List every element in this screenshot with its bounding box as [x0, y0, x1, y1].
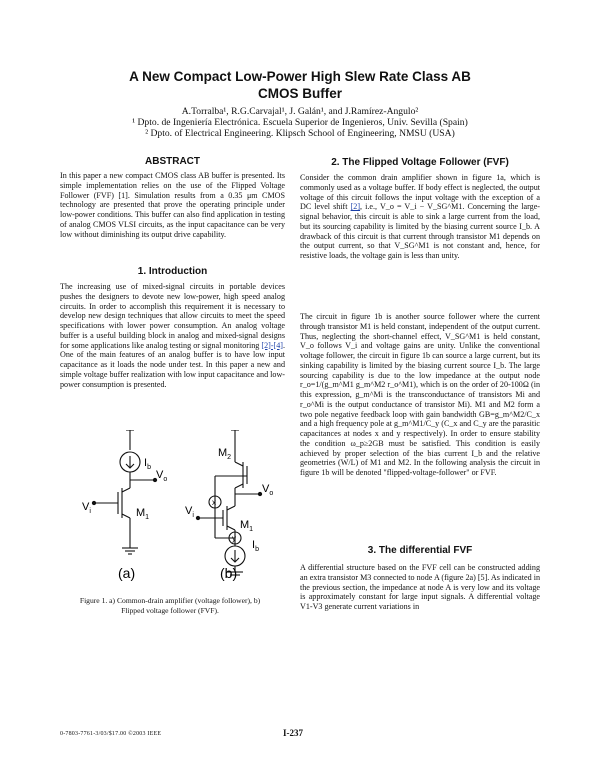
label-vi-a: $V_i$ — [82, 501, 91, 515]
label-a: (a) — [118, 565, 136, 581]
label-ib-b: $I_b$ — [252, 539, 259, 553]
section-2-para-2: The circuit in figure 1b is another source follower where the current through transistor M1 is held constant, independent of the output current. Thus, neglecting the short-channel effect, V_SG^M1 is held constant, V_o follows V_i and voltage gains are unity. Unlike the conventional voltage follower, the circuit in figure 1b can source a large current, but its sinking capability is limited by the biasing current source I_b. The large sourcing capability is due to the low impedance at the output node r_o=1/(g_m^M1 g_m^M2 r_o^M1), which is on the order of 20-100Ω (in this expression, g_m^Mi is the transconductance of transistors Mi and r_o^Mi is the output conductance of transistor Mi). M1 and M2 form a two pole negative feedback loop with gain bandwidth GB=g_m^M2/C_x and a high frequency pole at g_m^M1/C_y (C_x and C_y are the parasitic capacitances at nodes x and y respectively). In order to ensure stability the condition ω_p≥2GB must be satisfied. This condition is easily achieved by proper selection of the bias current I_b and the relative geometries (W/L) of M1 and M2. In the following analysis the circuit in figure 1b will be denoted "flipped-voltage-follower" or FVF. — [300, 312, 540, 477]
label-vi-b: $V_i$ — [185, 505, 194, 519]
title-line-1: A New Compact Low-Power High Slew Rate Class AB — [129, 69, 471, 84]
intro-text-before: The increasing use of mixed-signal circuits in portable devices pushes the designers to devote new low-power, high speed analog circuits. In order to accomplish this requirement it is necessary to develop new design techniques that allow circuits to meet the speed specifications with lower power consumption. An analog voltage buffer is a useful building block in analog and mixed-signal designs for some applications like analog testing or signal monitoring — [60, 282, 285, 350]
label-m2-b: $M_2$ — [218, 447, 232, 461]
section-3-heading: 3. The differential FVF — [367, 545, 473, 556]
section-2-heading: 2. The Flipped Voltage Follower (FVF) — [331, 157, 509, 168]
label-vo-a: $V_o$ — [156, 469, 168, 483]
label-node-y: y — [232, 534, 236, 543]
abstract-heading: ABSTRACT — [145, 156, 200, 167]
label-m1-b: $M_1$ — [240, 519, 254, 533]
authors-block — [0, 106, 600, 139]
abstract-text: In this paper a new compact CMOS class AB buffer is presented. Its simple implementation relies on the use of the Flipped Voltage Follower (FVF) [1]. Simulation results from a 0.35 μm CMOS technology are presented that prove the operating principle under low-power conditions. This buffer can also find application in testing of analog CMOS VLSI circuits, as the input capacitance can be very low without diminishing its output drive capability. — [60, 171, 285, 239]
affiliation-2: ² Dpto. of Electrical Engineering. Klipsch School of Engineering, NMSU (USA) — [145, 128, 455, 139]
intro-ref-link[interactable]: [2]-[4] — [261, 340, 283, 350]
page-number: I-237 — [283, 728, 303, 738]
title-line-2: CMOS Buffer — [258, 86, 342, 101]
affiliation-1: ¹ Dpto. de Ingeniería Electrónica. Escuela Superior de Ingenieros, Univ. Sevilla (Spain) — [132, 117, 468, 128]
intro-heading: 1. Introduction — [137, 266, 208, 277]
label-m1-a: $M_1$ — [136, 507, 150, 521]
caption-line-2: Flipped voltage follower (FVF). — [121, 605, 219, 615]
intro-text — [60, 282, 285, 389]
label-node-x: x — [212, 498, 216, 507]
label-vo-b: $V_o$ — [262, 483, 274, 497]
paper-title — [0, 68, 600, 102]
s2-ref-link[interactable]: [2] — [350, 202, 361, 212]
s2-p1-before: Consider the common drain amplifier shown in figure 1a, which is commonly used as a voltage buffer. If body effect is neglected, the output voltage of this circuit follows the input voltage with the exception of a DC level shift — [300, 173, 540, 212]
figure-1-caption — [60, 596, 280, 615]
figure-1-schematics — [60, 430, 285, 585]
label-ib-a: $I_b$ — [144, 457, 151, 471]
label-b: (b) — [220, 565, 238, 581]
author-list: A.Torralba¹, R.G.Carvajal¹, J. Galán¹, and J.Ramírez-Angulo² — [181, 106, 419, 117]
section-2-para-1 — [300, 173, 540, 261]
caption-line-1: Figure 1. a) Common-drain amplifier (voltage follower), b) — [79, 596, 261, 605]
intro-text-after: . One of the main features of an analog buffer is to have low input capacitance as it loads the node under test. In this paper a new and simple voltage buffer realization with low input capacitance and low-power consumption is presented. — [60, 340, 285, 389]
copyright-line: 0-7803-7761-3/03/$17.00 ©2003 IEEE — [60, 731, 162, 737]
section-3-text: A differential structure based on the FVF cell can be constructed adding an extra transistor M3 connected to node A (figure 2a) [5]. As indicated in the previous section, the impedance at node A is very low and its voltage is approximately constant for large input signals. A differential voltage V1-V3 generate current variations in — [300, 563, 540, 611]
s2-p1-after: , i.e., V_o = V_i − V_SG^M1. Concerning the large-signal behavior, this circuit is able to sink a large current from the load, but its sourcing capability is limited by the biasing current source I_b. A drawback of this circuit is that current through transistor M1 depends on the output current, so that V_SG^M1 is not constant and, hence, for resistive loads, the voltage gain is less than unity. — [300, 202, 541, 260]
